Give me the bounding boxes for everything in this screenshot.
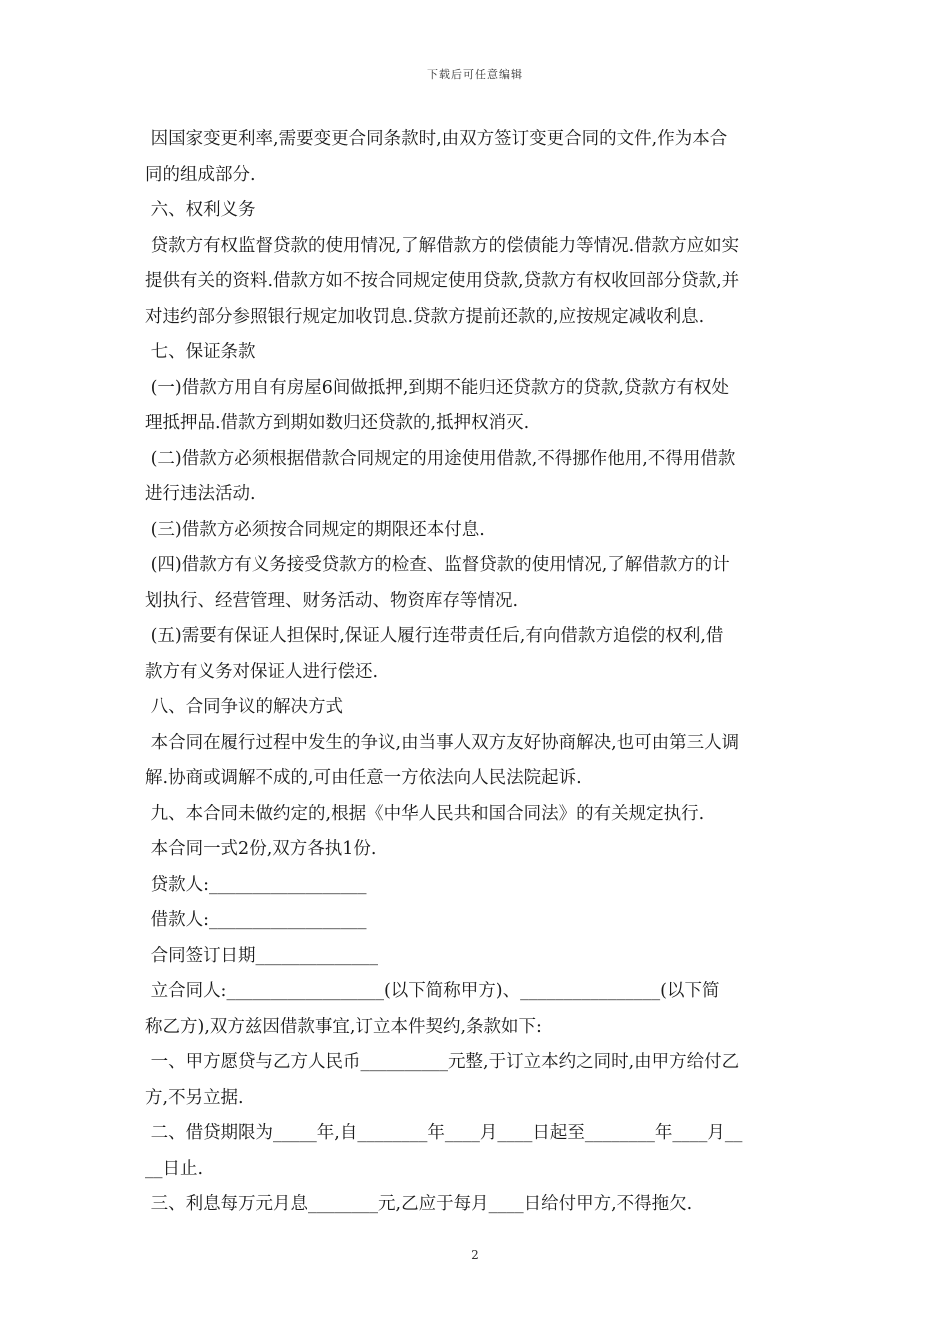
document-line: 贷款人:__________________ [145, 874, 367, 895]
document-line: 理抵押品.借款方到期如数归还贷款的,抵押权消灭. [145, 413, 530, 433]
document-line: 方,不另立据. [145, 1087, 244, 1108]
document-line: 一、甲方愿贷与乙方人民币__________元整,于订立本约之同时,由甲方给付乙 [145, 1052, 740, 1072]
document-line: 七、保证条款 [145, 342, 256, 362]
document-line: 立合同人:__________________(以下简称甲方)、________________(以下简 [145, 981, 720, 1001]
document-body [145, 122, 810, 1223]
document-line: 八、合同争议的解决方式 [145, 697, 344, 717]
document-line: 借款人:__________________ [145, 910, 367, 930]
document-line: 六、权利义务 [145, 200, 256, 220]
document-line: 二、借贷期限为_____年,自________年____月____日起至________年____月__ [145, 1123, 743, 1143]
document-line: 款方有义务对保证人进行偿还. [145, 661, 379, 682]
document-line: 划执行、经营管理、财务活动、物资库存等情况. [145, 590, 519, 611]
page-header-note: 下载后可任意编辑 [427, 68, 523, 81]
document-line: 提供有关的资料.借款方如不按合同规定使用贷款,贷款方有权收回部分贷款,并 [145, 271, 740, 291]
document-line: 九、本合同未做约定的,根据《中华人民共和国合同法》的有关规定执行. [145, 803, 705, 824]
page-number: 2 [471, 1248, 479, 1262]
document-line: 同的组成部分. [145, 164, 256, 185]
document-line: 称乙方),双方兹因借款事宜,订立本件契约,条款如下: [145, 1016, 542, 1037]
document-line: 解.协商或调解不成的,可由任意一方依法向人民法院起诉. [145, 768, 582, 788]
document-line: (一)借款方用自有房屋6间做抵押,到期不能归还贷款方的贷款,贷款方有权处 [145, 377, 729, 398]
document-line: (三)借款方必须按合同规定的期限还本付息. [145, 519, 485, 540]
document-line: 合同签订日期______________ [145, 945, 379, 966]
document-line: 本合同一式2份,双方各执1份. [145, 839, 377, 859]
document-line: __日止. [145, 1158, 204, 1179]
document-line: 对违约部分参照银行规定加收罚息.贷款方提前还款的,应按规定减收利息. [145, 306, 705, 327]
document-line: (五)需要有保证人担保时,保证人履行连带责任后,有向借款方追偿的权利,借 [145, 626, 724, 646]
document-line: 三、利息每万元月息________元,乙应于每月____日给付甲方,不得拖欠. [145, 1194, 693, 1214]
document-line: (二)借款方必须根据借款合同规定的用途使用借款,不得挪作他用,不得用借款 [145, 448, 736, 469]
document-line: 本合同在履行过程中发生的争议,由当事人双方友好协商解决,也可由第三人调 [145, 732, 740, 753]
document-line: (四)借款方有义务接受贷款方的检查、监督贷款的使用情况,了解借款方的计 [145, 555, 730, 575]
document-line: 因国家变更利率,需要变更合同条款时,由双方签订变更合同的文件,作为本合 [145, 129, 728, 149]
document-line: 进行违法活动. [145, 484, 256, 504]
document-line: 贷款方有权监督贷款的使用情况,了解借款方的偿债能力等情况.借款方应如实 [145, 235, 740, 256]
